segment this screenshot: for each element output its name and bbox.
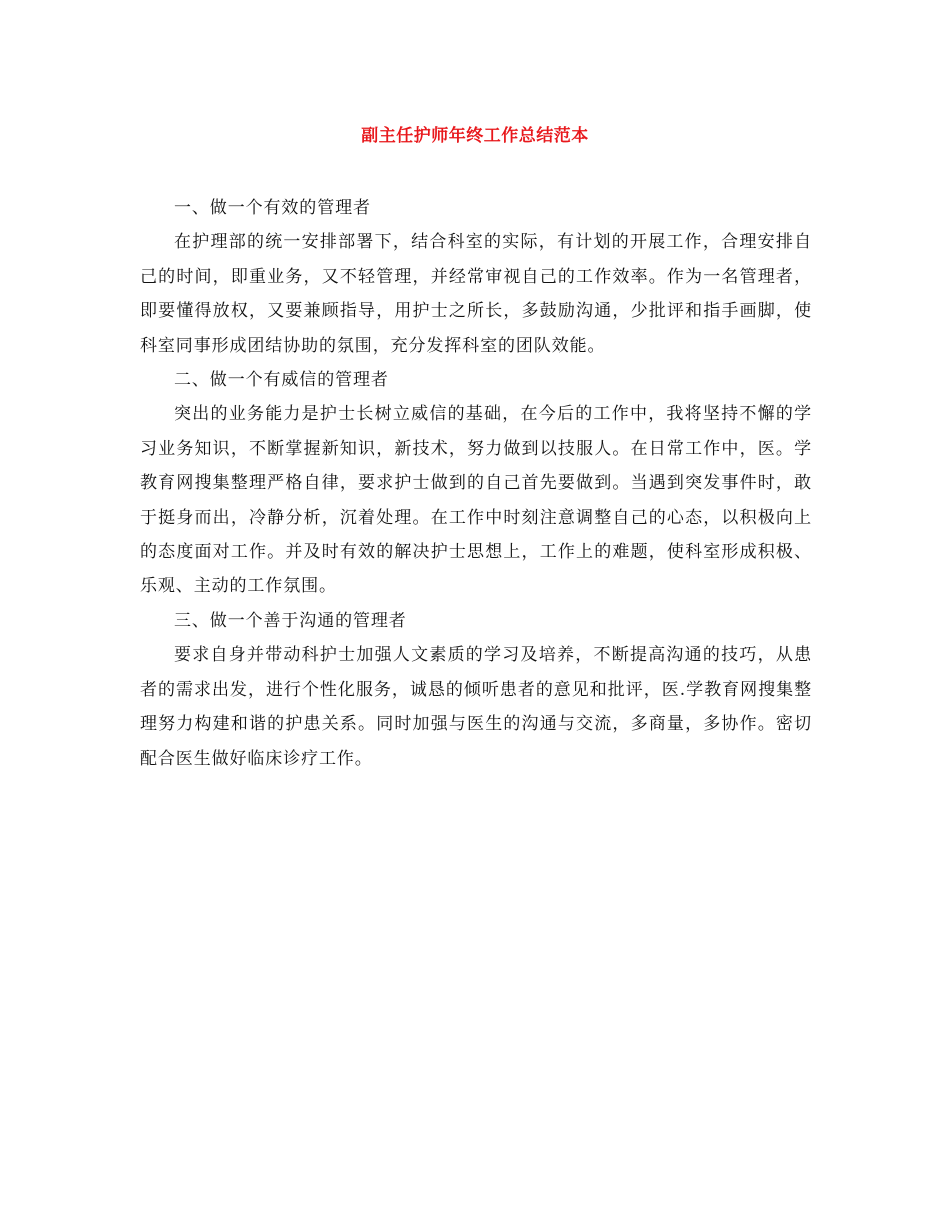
section-heading-2: 二、做一个有威信的管理者	[174, 370, 389, 391]
document-title: 副主任护师年终工作总结范本	[361, 126, 589, 146]
section-paragraph-1: 在护理部的统一安排部署下，结合科室的实际，有计划的开展工作，合理安排自己的时间，即重业务，又不轻管理，并经常审视自己的工作效率。作为一名管理者，即要懂得放权，又要兼顾指导，用护士之所长，多鼓励沟通，少批评和指手画脚，使科室同事形成团结协助的氛围，充分发挥科室的团队效能。	[140, 232, 812, 356]
section-heading-1: 一、做一个有效的管理者	[174, 198, 371, 218]
section-paragraph-2: 突出的业务能力是护士长树立威信的基础，在今后的工作中，我将坚持不懈的学习业务知识，不断掌握新知识，新技术，努力做到以技服人。在日常工作中，医。学教育网搜集整理严格自律，要求护士做到的自己首先要做到。当遇到突发事件时，敢于挺身而出，冷静分析，沉着处理。在工作中时刻注意调整自己的心态，以积极向上的态度面对工作。并及时有效的解决护士思想上，工作上的难题，使科室形成积极、乐观、主动的工作氛围。	[140, 404, 812, 597]
section-paragraph-3: 要求自身并带动科护士加强人文素质的学习及培养，不断提高沟通的技巧，从患者的需求出发，进行个性化服务，诚恳的倾听患者的意见和批评，医.学教育网搜集整理努力构建和谐的护患关系。同时加强与医生的沟通与交流，多商量，多协作。密切配合医生做好临床诊疗工作。	[140, 645, 812, 769]
document-body	[140, 191, 812, 776]
section-heading-3: 三、做一个善于沟通的管理者	[174, 610, 407, 631]
